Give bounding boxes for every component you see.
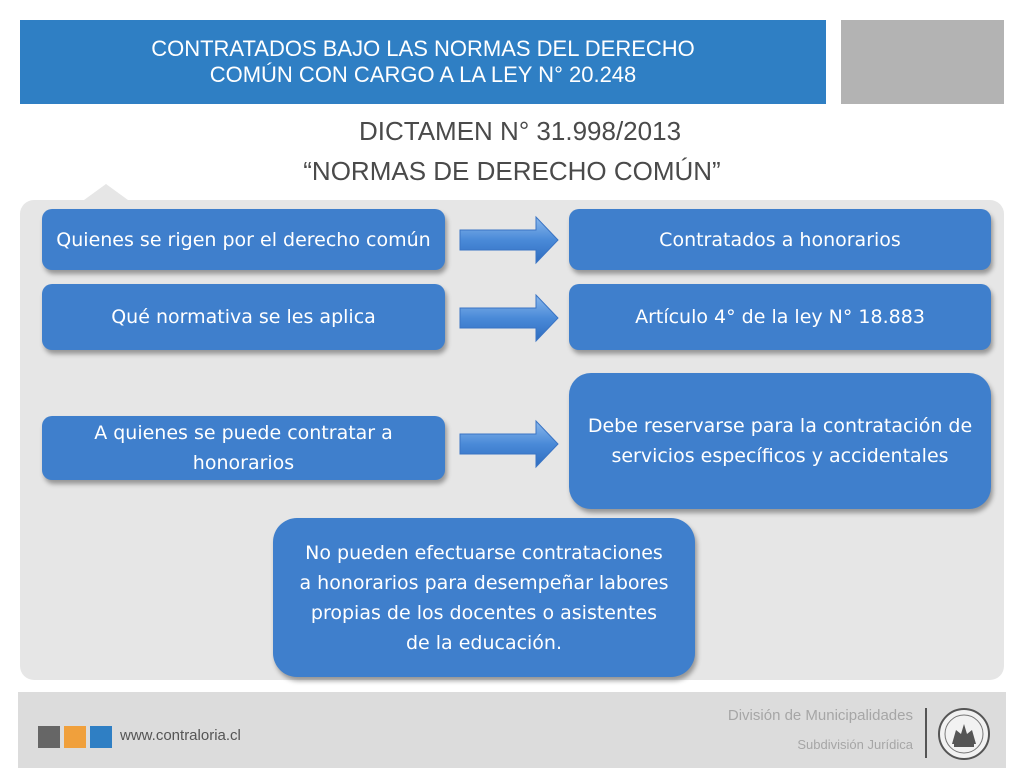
website-link[interactable]: www.contraloria.cl	[120, 727, 241, 744]
header-title-bar	[20, 20, 826, 104]
answer-box-reservarse: Debe reservarse para la contratación de servicios específicos y accidentales	[569, 373, 991, 509]
subtitle-dictamen: DICTAMEN N° 31.998/2013	[358, 116, 682, 146]
right-arrow-icon	[458, 419, 560, 469]
answer-box-contratados: Contratados a honorarios	[569, 209, 991, 270]
question-box-derecho-comun: Quienes se rigen por el derecho común	[42, 209, 445, 270]
panel-notch	[84, 184, 128, 200]
question-box-contratar: A quienes se puede contratar a honorarios	[42, 416, 445, 480]
orange-square-icon	[64, 726, 86, 748]
contraloria-seal-icon	[934, 706, 994, 762]
header-title-line1: CONTRATADOS BAJO LAS NORMAS DEL DERECHO	[151, 36, 695, 61]
header-decor-block	[841, 20, 1004, 104]
blue-square-icon	[90, 726, 112, 748]
footer-divider	[925, 708, 927, 758]
question-box-normativa: Qué normativa se les aplica	[42, 284, 445, 350]
header-title-line2: COMÚN CON CARGO A LA LEY N° 20.248	[209, 62, 637, 87]
subtitle-normas: “NORMAS DE DERECHO COMÚN”	[303, 156, 721, 186]
footer-subdivision: Subdivisión Jurídica	[797, 737, 913, 752]
answer-box-articulo: Artículo 4° de la ley N° 18.883	[569, 284, 991, 350]
right-arrow-icon	[458, 215, 560, 265]
gray-square-icon	[38, 726, 60, 748]
footer-division: División de Municipalidades	[727, 707, 913, 724]
note-box-docentes: No pueden efectuarse contrataciones a honorarios para desempeñar labores propias de los docentes o asistentes de la educación.	[273, 518, 695, 677]
right-arrow-icon	[458, 293, 560, 343]
